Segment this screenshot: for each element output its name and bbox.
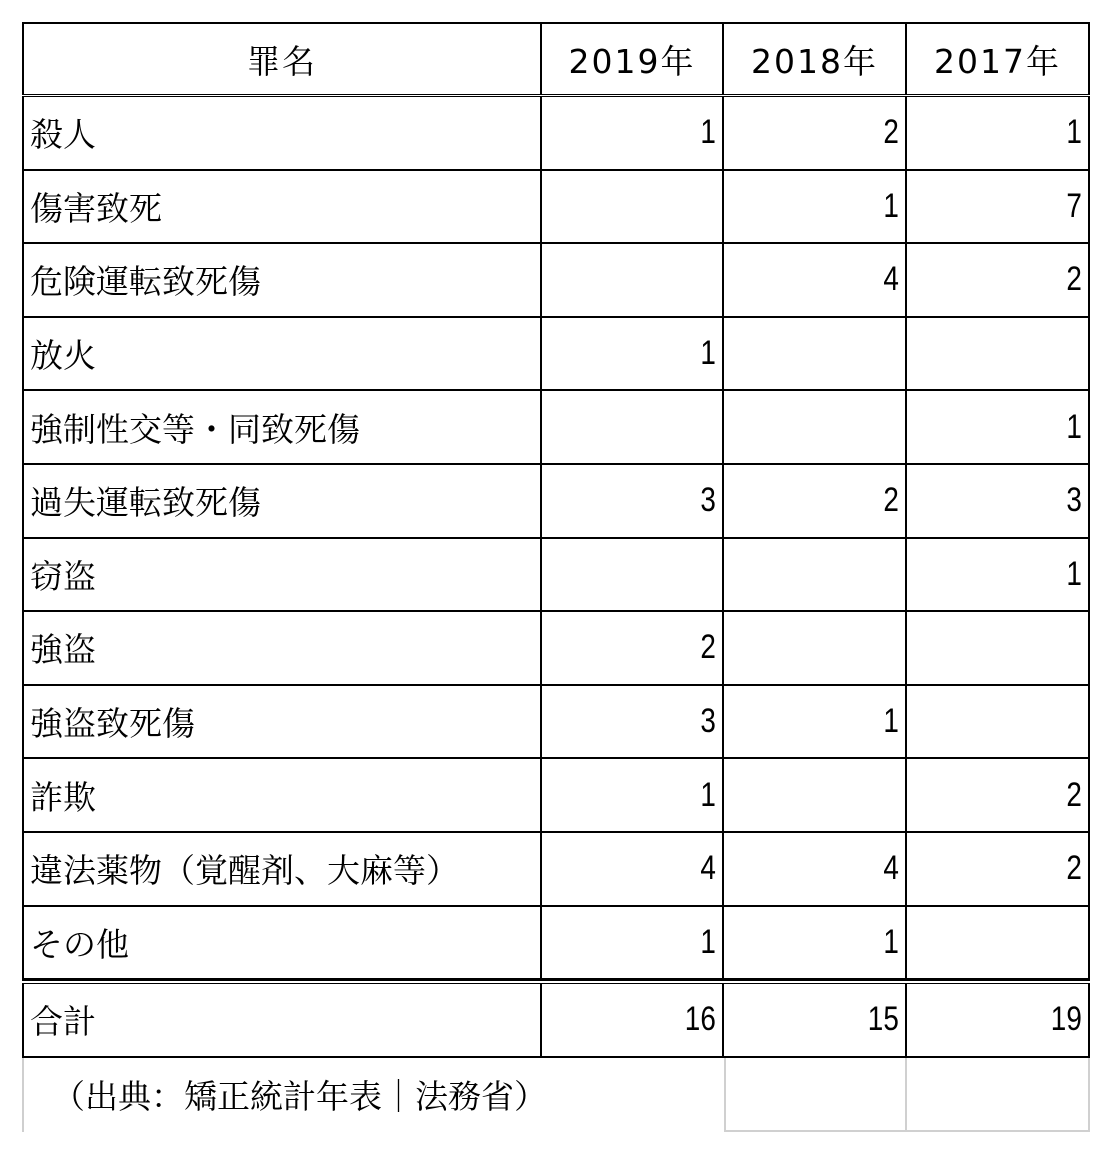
count-cell-2019: 3 — [542, 686, 724, 760]
count-cell-2018 — [724, 391, 907, 465]
count-cell-2018: 4 — [724, 244, 907, 318]
table-row — [22, 97, 1090, 171]
table-row — [22, 907, 1090, 981]
count-cell-2017: 7 — [907, 171, 1090, 245]
count-cell-2018 — [724, 318, 907, 392]
count-cell-2017: 1 — [907, 97, 1090, 171]
count-cell-2019: 1 — [542, 759, 724, 833]
count-cell-2019: 1 — [542, 318, 724, 392]
count-cell-2019: 3 — [542, 465, 724, 539]
count-cell-2019: 1 — [542, 907, 724, 981]
count-cell-2019 — [542, 539, 724, 613]
count-cell-2018: 1 — [724, 686, 907, 760]
table-row — [22, 318, 1090, 392]
count-cell-2018: 4 — [724, 833, 907, 907]
count-cell-2017 — [907, 318, 1090, 392]
count-cell-2019 — [542, 171, 724, 245]
header-2019: 2019年 — [542, 22, 724, 94]
table-row — [22, 759, 1090, 833]
count-cell-2019 — [542, 244, 724, 318]
count-cell-2018 — [724, 539, 907, 613]
header-2017: 2017年 — [907, 22, 1090, 94]
crime-name-cell: 放火 — [22, 318, 542, 392]
table-row — [22, 465, 1090, 539]
source-empty-cell — [724, 1058, 907, 1132]
table-row — [22, 686, 1090, 760]
count-cell-2019: 2 — [542, 612, 724, 686]
crime-name-cell: 強盗致死傷 — [22, 686, 542, 760]
count-cell-2017 — [907, 907, 1090, 981]
count-cell-2018: 2 — [724, 97, 907, 171]
crime-name-cell: 違法薬物（覚醒剤、大麻等） — [22, 833, 542, 907]
count-cell-2017: 1 — [907, 539, 1090, 613]
crime-name-cell: 殺人 — [22, 97, 542, 171]
source-empty-cell — [907, 1058, 1090, 1132]
crime-name-cell: 危険運転致死傷 — [22, 244, 542, 318]
total-2017: 19 — [907, 984, 1090, 1058]
count-cell-2018: 2 — [724, 465, 907, 539]
table-row — [22, 612, 1090, 686]
count-cell-2019: 1 — [542, 97, 724, 171]
table-row — [22, 391, 1090, 465]
crime-table — [22, 22, 1090, 1132]
count-cell-2017 — [907, 612, 1090, 686]
table-row — [22, 539, 1090, 613]
total-2019: 16 — [542, 984, 724, 1058]
header-2018: 2018年 — [724, 22, 907, 94]
count-cell-2018: 1 — [724, 171, 907, 245]
table-row — [22, 833, 1090, 907]
table-row — [22, 244, 1090, 318]
total-label: 合計 — [22, 984, 542, 1058]
count-cell-2017: 2 — [907, 244, 1090, 318]
crime-name-cell: その他 — [22, 907, 542, 981]
source-row — [22, 1058, 1090, 1132]
count-cell-2017: 1 — [907, 391, 1090, 465]
crime-name-cell: 強制性交等・同致死傷 — [22, 391, 542, 465]
table-row — [22, 171, 1090, 245]
count-cell-2017: 2 — [907, 759, 1090, 833]
count-cell-2017: 3 — [907, 465, 1090, 539]
crime-name-cell: 過失運転致死傷 — [22, 465, 542, 539]
table-body — [22, 97, 1090, 980]
header-crime-name: 罪名 — [22, 22, 542, 94]
count-cell-2017: 2 — [907, 833, 1090, 907]
total-row — [22, 980, 1090, 1058]
count-cell-2019 — [542, 391, 724, 465]
count-cell-2018: 1 — [724, 907, 907, 981]
crime-name-cell: 強盗 — [22, 612, 542, 686]
count-cell-2018 — [724, 759, 907, 833]
count-cell-2017 — [907, 686, 1090, 760]
crime-name-cell: 詐欺 — [22, 759, 542, 833]
count-cell-2019: 4 — [542, 833, 724, 907]
count-cell-2018 — [724, 612, 907, 686]
crime-name-cell: 窃盗 — [22, 539, 542, 613]
total-2018: 15 — [724, 984, 907, 1058]
crime-name-cell: 傷害致死 — [22, 171, 542, 245]
table-header-row — [22, 22, 1090, 97]
source-note: （出典：矯正統計年表｜法務省） — [22, 1058, 724, 1132]
